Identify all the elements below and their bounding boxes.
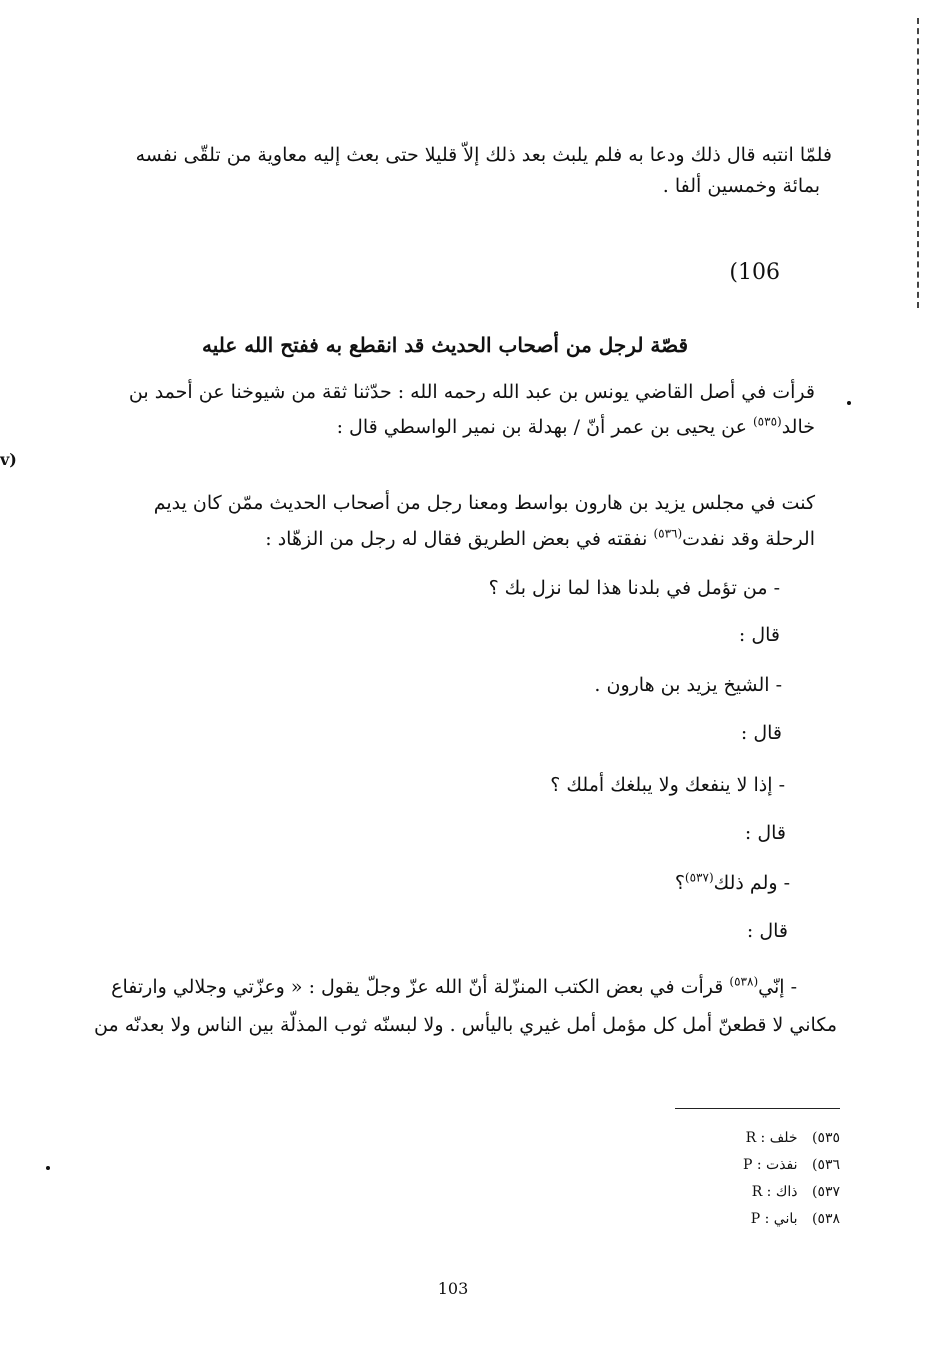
narrative-paragraph — [40, 485, 815, 557]
dialogue-q3-mark: ؟ — [674, 872, 685, 894]
isnad-continuation: عن يحيى بن عمر أنّ / بهدلة بن نمير الواسطي قال : — [336, 416, 753, 438]
footnote-number: ٥٣٧) — [811, 1184, 840, 1200]
intro-paragraph — [32, 140, 832, 202]
footnote-ref-537: (٥٣٧) — [684, 870, 714, 885]
footnote-item — [600, 1211, 840, 1238]
footnote-item — [600, 1184, 840, 1211]
dialogue-said-1: قال : — [738, 624, 780, 646]
footnotes-list — [600, 1130, 840, 1238]
narrative-line-1: كنت في مجلس يزيد بن هارون بواسط ومعنا رجل من أصحاب الحديث ممّن كان يديم — [153, 492, 815, 514]
dialogue-q2: - إذا لا ينفعك ولا يبلغك أملك ؟ — [550, 774, 785, 796]
isnad-line-1: قرأت في أصل القاضي يونس بن عبد الله رحمه الله : حدّثنا ثقة من شيوخنا عن أحمد بن — [128, 381, 815, 403]
isnad-word: خالد — [781, 416, 815, 438]
footnote-ref-535: (٥٣٥) — [752, 414, 782, 429]
footnote-text: خلف : R — [745, 1130, 798, 1146]
margin-dot-top — [847, 401, 851, 405]
scan-edge-mark — [917, 18, 919, 308]
intro-line-2: بمائة وخمسين ألفا . — [662, 175, 820, 197]
footnote-separator — [675, 1108, 840, 1109]
footnote-ref-538: (٥٣٨) — [729, 974, 759, 989]
footnote-number: ٥٣٦) — [811, 1157, 840, 1173]
closing-line-1 — [52, 968, 797, 1006]
margin-note: v) — [0, 450, 17, 469]
closing-paragraph — [52, 968, 837, 1044]
narrative-text: الرحلة وقد نفدت — [682, 528, 815, 550]
section-number: (106 — [729, 260, 780, 285]
footnote-number: ٥٣٨) — [811, 1211, 840, 1227]
footnote-text: ذاك : R — [751, 1184, 798, 1200]
narrative-continuation: نفقته في بعض الطريق فقال له رجل من الزهّاد : — [265, 528, 654, 550]
footnote-ref-536: (٥٣٦) — [653, 526, 683, 541]
dialogue-a1: - الشيخ يزيد بن هارون . — [594, 674, 782, 696]
dialogue-said-4: قال : — [746, 920, 788, 942]
dialogue-q3-text: - ولم ذلك — [713, 872, 790, 894]
footnote-item — [600, 1157, 840, 1184]
dialogue-said-3: قال : — [744, 822, 786, 844]
closing-continuation: قرأت في بعض الكتب المنزّلة أنّ الله عزّ وجلّ يقول : « وعزّتي وجلالي وارتفاع — [111, 976, 730, 998]
footnote-text: نفذت : P — [742, 1157, 798, 1173]
dialogue-said-2: قال : — [740, 722, 782, 744]
footnote-text: باني : P — [750, 1211, 798, 1227]
closing-line-2: مكاني لا قطعنّ أمل كل مؤمل أمل غيري باليأس . ولا لبسنّه ثوب المذلّة بين الناس ولا بعدنّه من — [94, 1014, 837, 1036]
footnote-number: ٥٣٥) — [811, 1130, 840, 1146]
dialogue-q1: - من تؤمل في بلدنا هذا لما نزل بك ؟ — [488, 577, 780, 599]
isnad-line-2 — [40, 410, 815, 445]
closing-text: - إنّي — [758, 976, 797, 998]
isnad-paragraph — [40, 375, 815, 445]
footnote-item — [600, 1130, 840, 1157]
narrative-line-2 — [40, 521, 815, 557]
margin-dot-bottom — [46, 1166, 50, 1170]
page-number: 103 — [437, 1279, 469, 1298]
dialogue-q3 — [500, 868, 790, 899]
intro-line-1: فلمّا انتبه قال ذلك ودعا به فلم يلبث بعد ذلك إلاّ قليلا حتى بعث إليه معاوية من تلقّى نفسه — [135, 144, 832, 166]
section-heading: قصّة لرجل من أصحاب الحديث قد انقطع به ففتح الله عليه — [201, 333, 689, 357]
